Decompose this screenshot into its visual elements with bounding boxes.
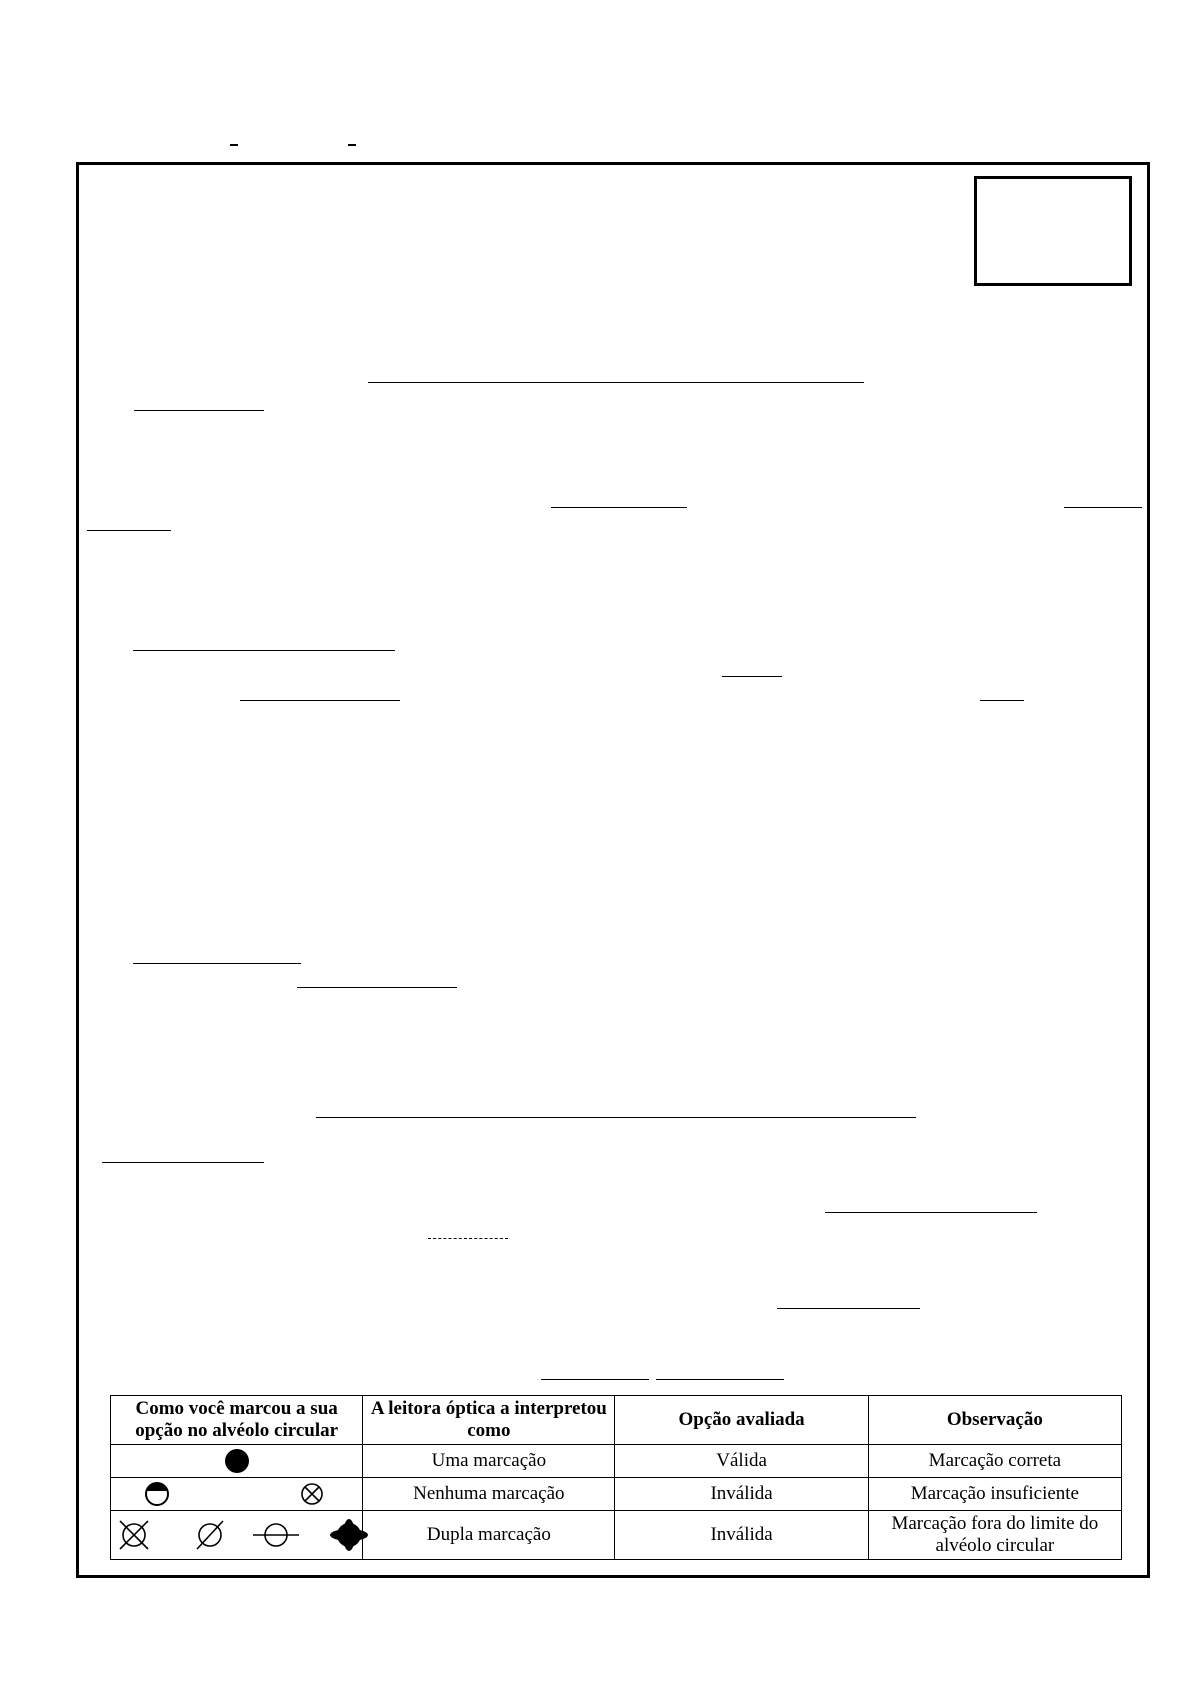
header-observation: Observação bbox=[868, 1396, 1121, 1445]
header-evaluated-option: Opção avaliada bbox=[615, 1396, 868, 1445]
interpretation-cell: Uma marcação bbox=[363, 1445, 615, 1478]
document-frame bbox=[76, 162, 1150, 1578]
evaluation-cell: Válida bbox=[615, 1445, 868, 1478]
x-through-circle-icon bbox=[117, 1518, 151, 1552]
evaluation-cell: Inválida bbox=[615, 1478, 868, 1511]
interpretation-cell: Dupla marcação bbox=[363, 1511, 615, 1560]
underline bbox=[541, 1379, 649, 1380]
underline bbox=[316, 1117, 916, 1118]
underline bbox=[980, 700, 1024, 701]
header-how-marked: Como você marcou a sua opção no alvéolo circular bbox=[111, 1396, 363, 1445]
underline bbox=[133, 963, 301, 964]
crossed-circle-icon bbox=[299, 1481, 325, 1507]
underline bbox=[297, 987, 457, 988]
dashed-underline bbox=[428, 1238, 508, 1239]
underline bbox=[134, 410, 264, 411]
filled-circle-icon bbox=[223, 1447, 251, 1475]
underline bbox=[825, 1212, 1037, 1213]
table-header-row bbox=[111, 1396, 1122, 1445]
underline bbox=[87, 530, 171, 531]
marks-cell bbox=[111, 1445, 363, 1478]
underline bbox=[656, 1379, 784, 1380]
header-reader-interpretation: A leitora óptica a interpretou como bbox=[363, 1396, 615, 1445]
partially-filled-circle-icon bbox=[143, 1480, 171, 1508]
overfilled-circle-icon bbox=[329, 1518, 369, 1552]
marks-cell bbox=[111, 1478, 363, 1511]
corner-box bbox=[974, 176, 1132, 286]
underline bbox=[102, 1162, 264, 1163]
underline bbox=[368, 382, 864, 383]
underline bbox=[1064, 507, 1142, 508]
table-row bbox=[111, 1445, 1122, 1478]
table-row bbox=[111, 1511, 1122, 1560]
interpretation-cell: Nenhuma marcação bbox=[363, 1478, 615, 1511]
line-through-circle-icon bbox=[251, 1518, 301, 1552]
cropped-text-fragment bbox=[230, 140, 370, 150]
underline bbox=[777, 1308, 920, 1309]
marking-legend-table bbox=[110, 1395, 1122, 1560]
table-row bbox=[111, 1478, 1122, 1511]
underline bbox=[722, 676, 782, 677]
underline bbox=[240, 700, 400, 701]
slash-through-circle-icon bbox=[193, 1518, 227, 1552]
evaluation-cell: Inválida bbox=[615, 1511, 868, 1560]
observation-cell: Marcação insuficiente bbox=[868, 1478, 1121, 1511]
observation-cell: Marcação correta bbox=[868, 1445, 1121, 1478]
observation-cell: Marcação fora do limite do alvéolo circular bbox=[868, 1511, 1121, 1560]
underline bbox=[133, 650, 395, 651]
underline bbox=[551, 507, 687, 508]
marks-cell bbox=[111, 1511, 363, 1560]
